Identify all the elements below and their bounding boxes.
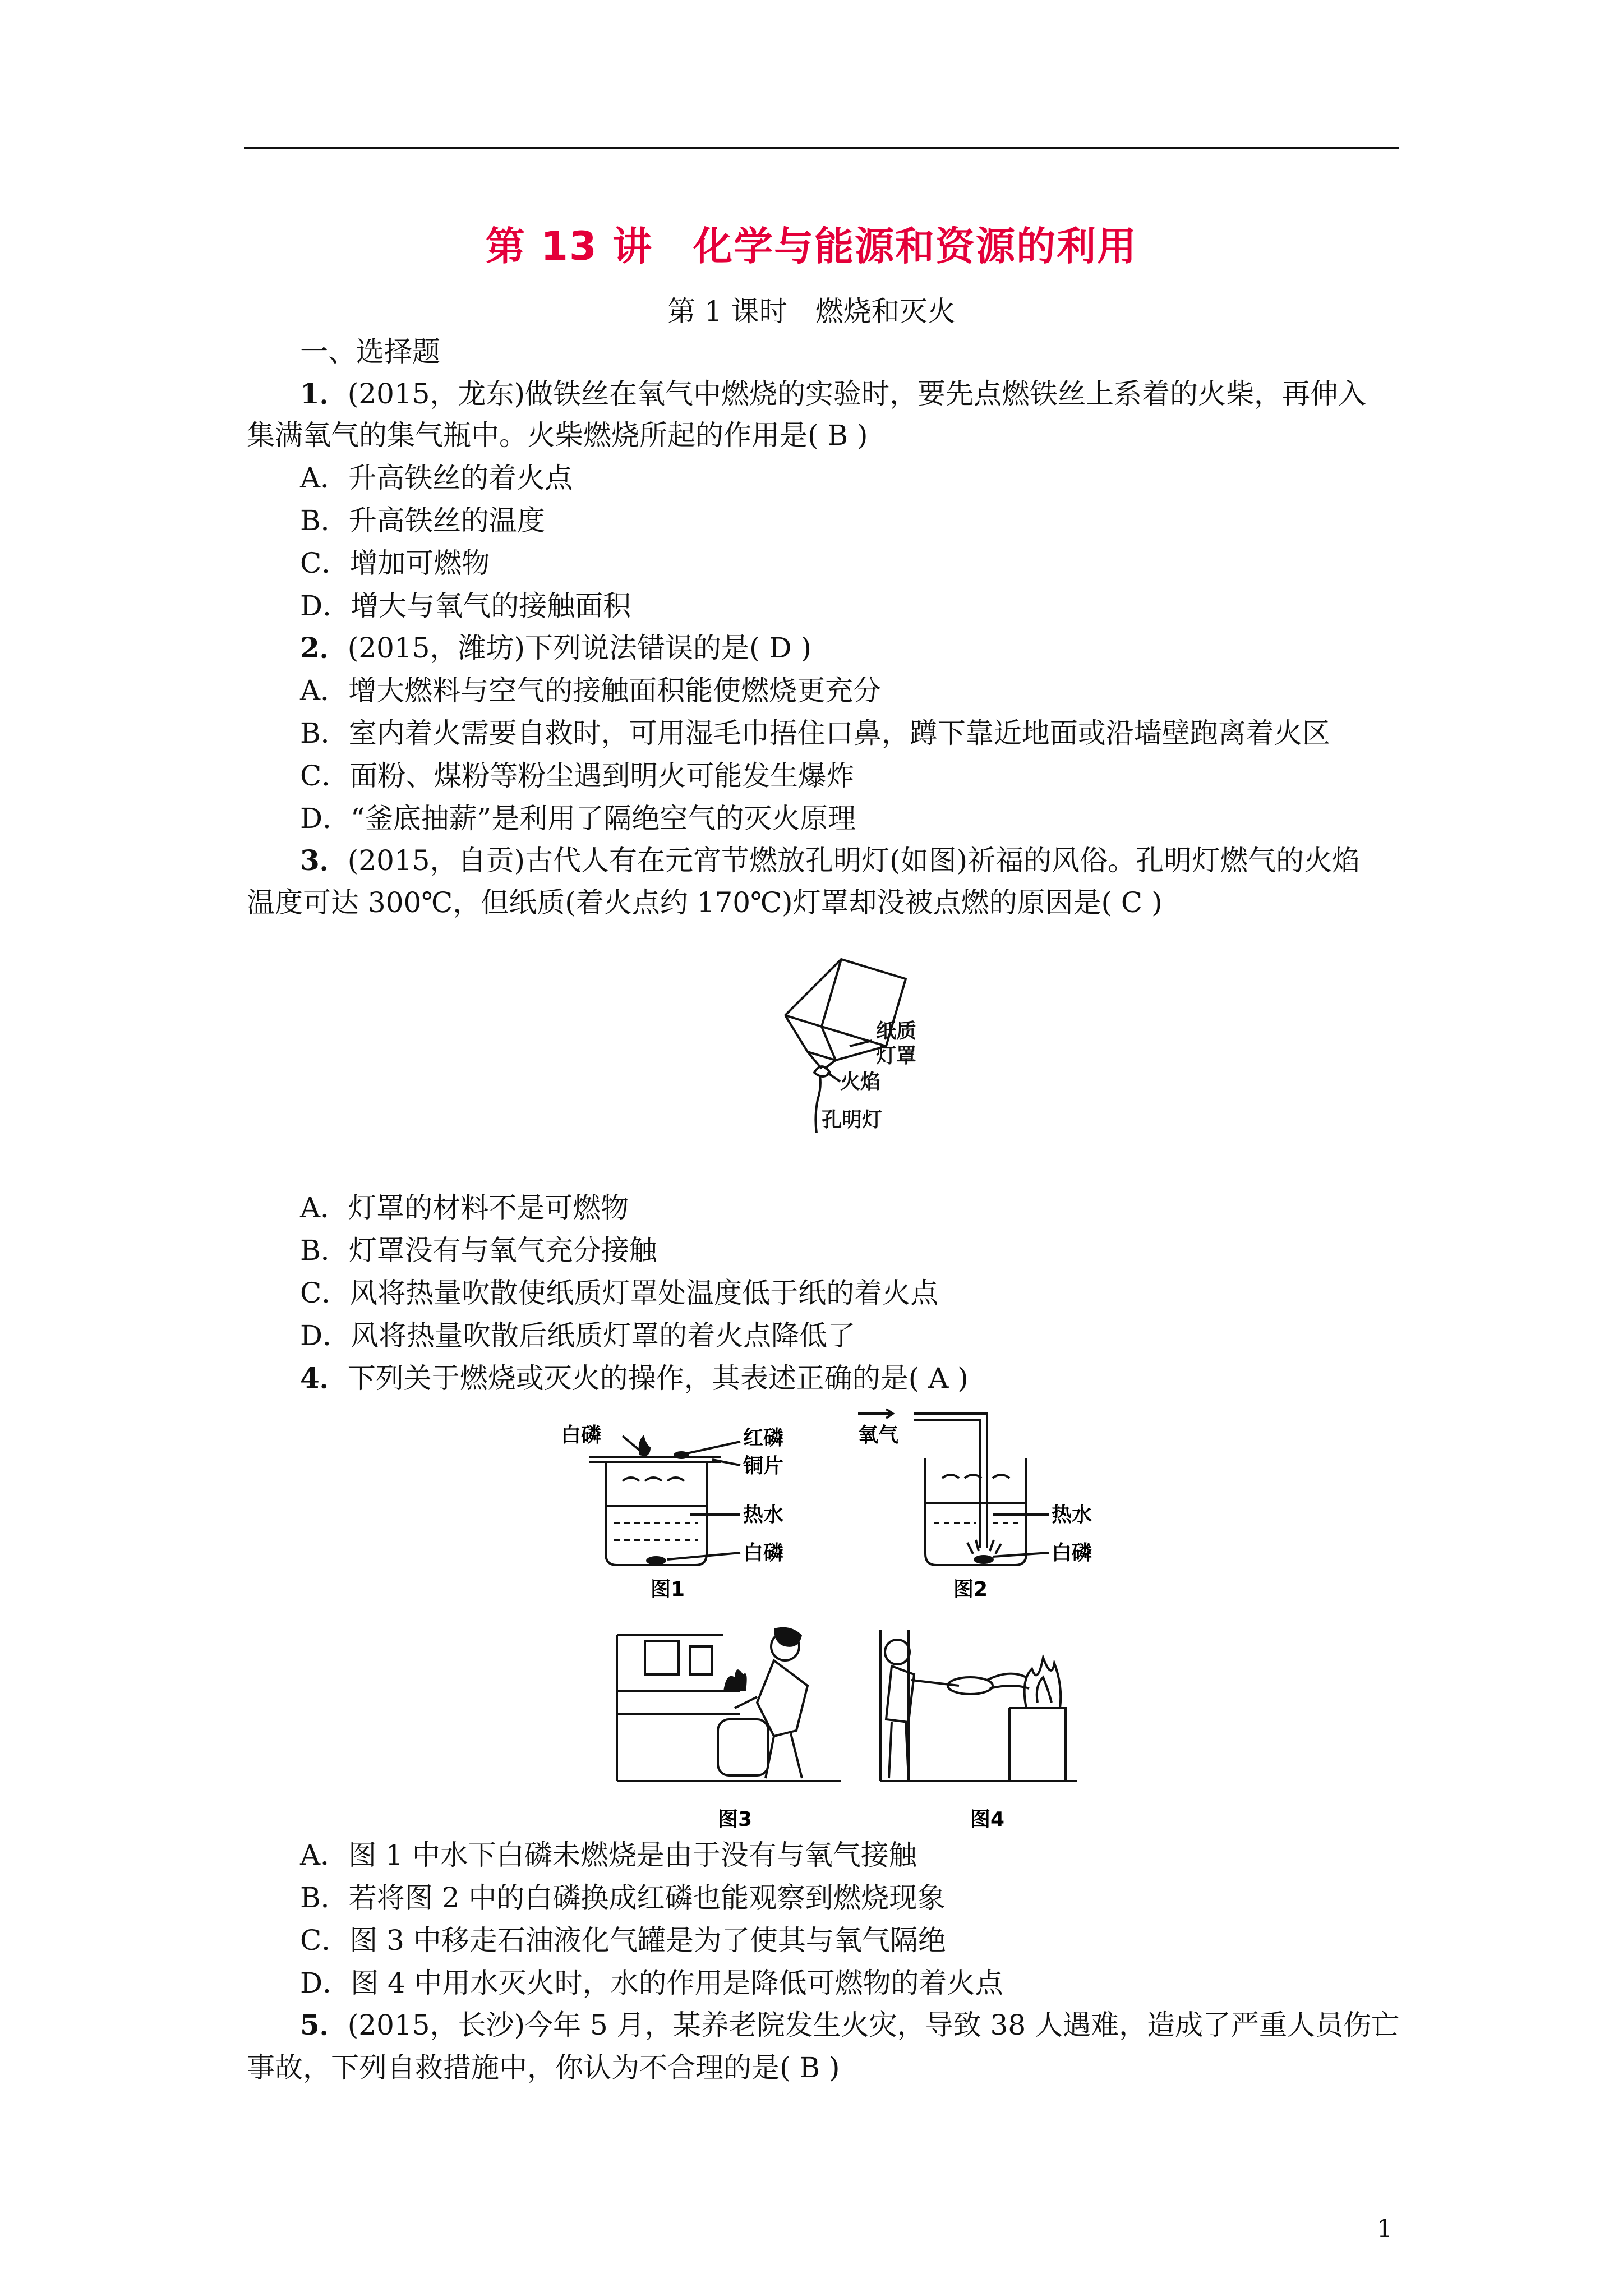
fig2-oxygen-label: 氧气 [858,1424,899,1447]
question-2-number: 2． [300,631,348,664]
question-3-option-c: C．风将热量吹散使纸质灯罩处温度低于纸的着火点 [300,1277,939,1309]
question-4-option-b: B．若将图 2 中的白磷换成红磷也能观察到燃烧现象 [300,1881,946,1914]
question-4-option-c: C．图 3 中移走石油液化气罐是为了使其与氧气隔绝 [300,1924,946,1957]
question-1-line-1 [300,377,1366,411]
white-phosphorus-flame [639,1435,651,1456]
red-p-pointer [684,1442,740,1454]
question-2-option-a: A．增大燃料与空气的接触面积能使燃烧更充分 [300,674,882,707]
question-1-option-d: D．增大与氧气的接触面积 [300,590,631,622]
question-4-option-a: A．图 1 中水下白磷未燃烧是由于没有与氧气接触 [300,1839,917,1871]
section-heading: 一、选择题 [300,335,440,368]
question-1-line-2: 集满氧气的集气瓶中。火柴燃烧所起的作用是( B ) [247,419,868,452]
oxygen-tube-inner [914,1420,980,1548]
figure-3-kitchen-fire [611,1624,847,1837]
question-2-text-1: (2015，潍坊)下列说法错误的是( D ) [347,632,811,664]
fire-inner [1037,1677,1052,1703]
question-4-text-1: 下列关于燃烧或灭火的操作，其表述正确的是( A ) [347,1362,969,1395]
question-2-option-b: B．室内着火需要自救时，可用湿毛巾捂住口鼻，蹲下靠近地面或沿墙壁跑离着火区 [300,717,1330,749]
fire-outline [1025,1658,1061,1708]
question-1-option-a: A．升高铁丝的着火点 [300,462,573,494]
figure-1-beaker [561,1402,875,1604]
figure-2-beaker [852,1402,1122,1604]
shade-label-1: 纸质 [876,1020,917,1043]
lantern-string [815,1076,820,1133]
lantern-edge [822,1027,836,1060]
question-5-line-2: 事故，下列自救措施中，你认为不合理的是( B ) [247,2051,840,2084]
flame-label: 火焰 [840,1070,881,1093]
person-hair [774,1627,802,1647]
fig2-white-phosphorus [974,1555,994,1564]
question-3-line-2: 温度可达 300℃，但纸质(着火点约 170℃)灯罩却没被点燃的原因是( C ) [247,886,1163,919]
question-3-text-1: (2015，自贡)古代人有在元宵节燃放孔明灯(如图)祈福的风俗。孔明灯燃气的火焰 [347,844,1361,877]
chapter-title: 第 13 讲 化学与能源和资源的利用 [485,223,1138,269]
person-2-body [886,1666,914,1722]
question-2-option-d: D．“釜底抽薪”是利用了隔绝空气的灭火原理 [300,802,856,835]
fig3-caption: 图3 [718,1808,753,1831]
question-3-option-d: D．风将热量吹散后纸质灯罩的着火点降低了 [300,1319,856,1352]
header-rule [244,147,1399,149]
question-3-number: 3． [300,844,348,877]
fig2-white-p-label: 白磷 [1052,1542,1092,1565]
bubbles [967,1540,1001,1554]
flame-pointer [827,1073,840,1082]
person-arm [735,1697,757,1708]
white-p-2-pointer [993,1553,1049,1557]
question-1-option-b: B．升高铁丝的温度 [300,504,545,537]
lesson-title: 第 1 课时 燃烧和灭火 [667,295,956,328]
question-3-option-a: A．灯罩的材料不是可燃物 [300,1191,629,1224]
fig1-copper-label: 铜片 [743,1455,784,1478]
fig1-caption: 图1 [651,1578,685,1601]
lamp-label: 孔明灯 [822,1108,883,1131]
white-p-top-pointer [623,1436,639,1450]
stove-2 [1009,1708,1066,1781]
fig1-hot-water-label: 热水 [743,1503,784,1526]
question-1-text-1: (2015，龙东)做铁丝在氧气中燃烧的实验时，要先点燃铁丝上系着的火柴，再伸入 [347,378,1367,410]
question-5-line-1 [300,2008,1399,2042]
fig1-white-p-bottom-label: 白磷 [743,1542,784,1565]
steam [623,1478,684,1481]
fig1-red-p-label: 红磷 [743,1427,784,1450]
page-number: 1 [1377,2215,1393,2243]
gas-cylinder [718,1719,768,1775]
question-1-option-c: C．增加可燃物 [300,547,490,579]
cabinet [690,1646,712,1674]
question-5-number: 5． [300,2008,348,2041]
stove-flame [723,1669,747,1691]
figure-4-water-extinguish [875,1624,1099,1837]
question-4-line-1 [300,1361,969,1395]
red-phosphorus [674,1451,689,1459]
steam-2 [942,1475,1009,1478]
question-2-option-c: C．面粉、煤粉等粉尘遇到明火可能发生爆炸 [300,760,855,792]
shade-label-2: 灯罩 [876,1045,917,1068]
person-2-legs [889,1722,909,1778]
question-2-line-1 [300,631,811,665]
person-body [757,1660,808,1736]
fig1-white-p-label: 白磷 [561,1424,602,1447]
kongming-lantern-figure [768,948,953,1133]
person-legs [766,1733,802,1778]
question-4-option-d: D．图 4 中用水灭火时，水的作用是降低可燃物的着火点 [300,1967,1003,1999]
shade-pointer [850,1041,872,1046]
question-5-text-1: (2015，长沙)今年 5 月，某养老院发生火灾，导致 38 人遇难，造成了严重人员伤亡 [347,2009,1400,2041]
white-p-pointer [667,1553,740,1559]
question-4-number: 4． [300,1361,348,1395]
person-2-head [885,1640,910,1664]
question-1-number: 1． [300,377,348,410]
window [645,1641,679,1674]
question-3-line-1 [300,844,1360,877]
fig2-hot-water-label: 热水 [1052,1503,1092,1526]
underwater-white-phosphorus [646,1556,666,1565]
fig4-caption: 图4 [970,1808,1005,1831]
fig2-caption: 图2 [953,1578,988,1601]
question-3-option-b: B．灯罩没有与氧气充分接触 [300,1234,657,1267]
